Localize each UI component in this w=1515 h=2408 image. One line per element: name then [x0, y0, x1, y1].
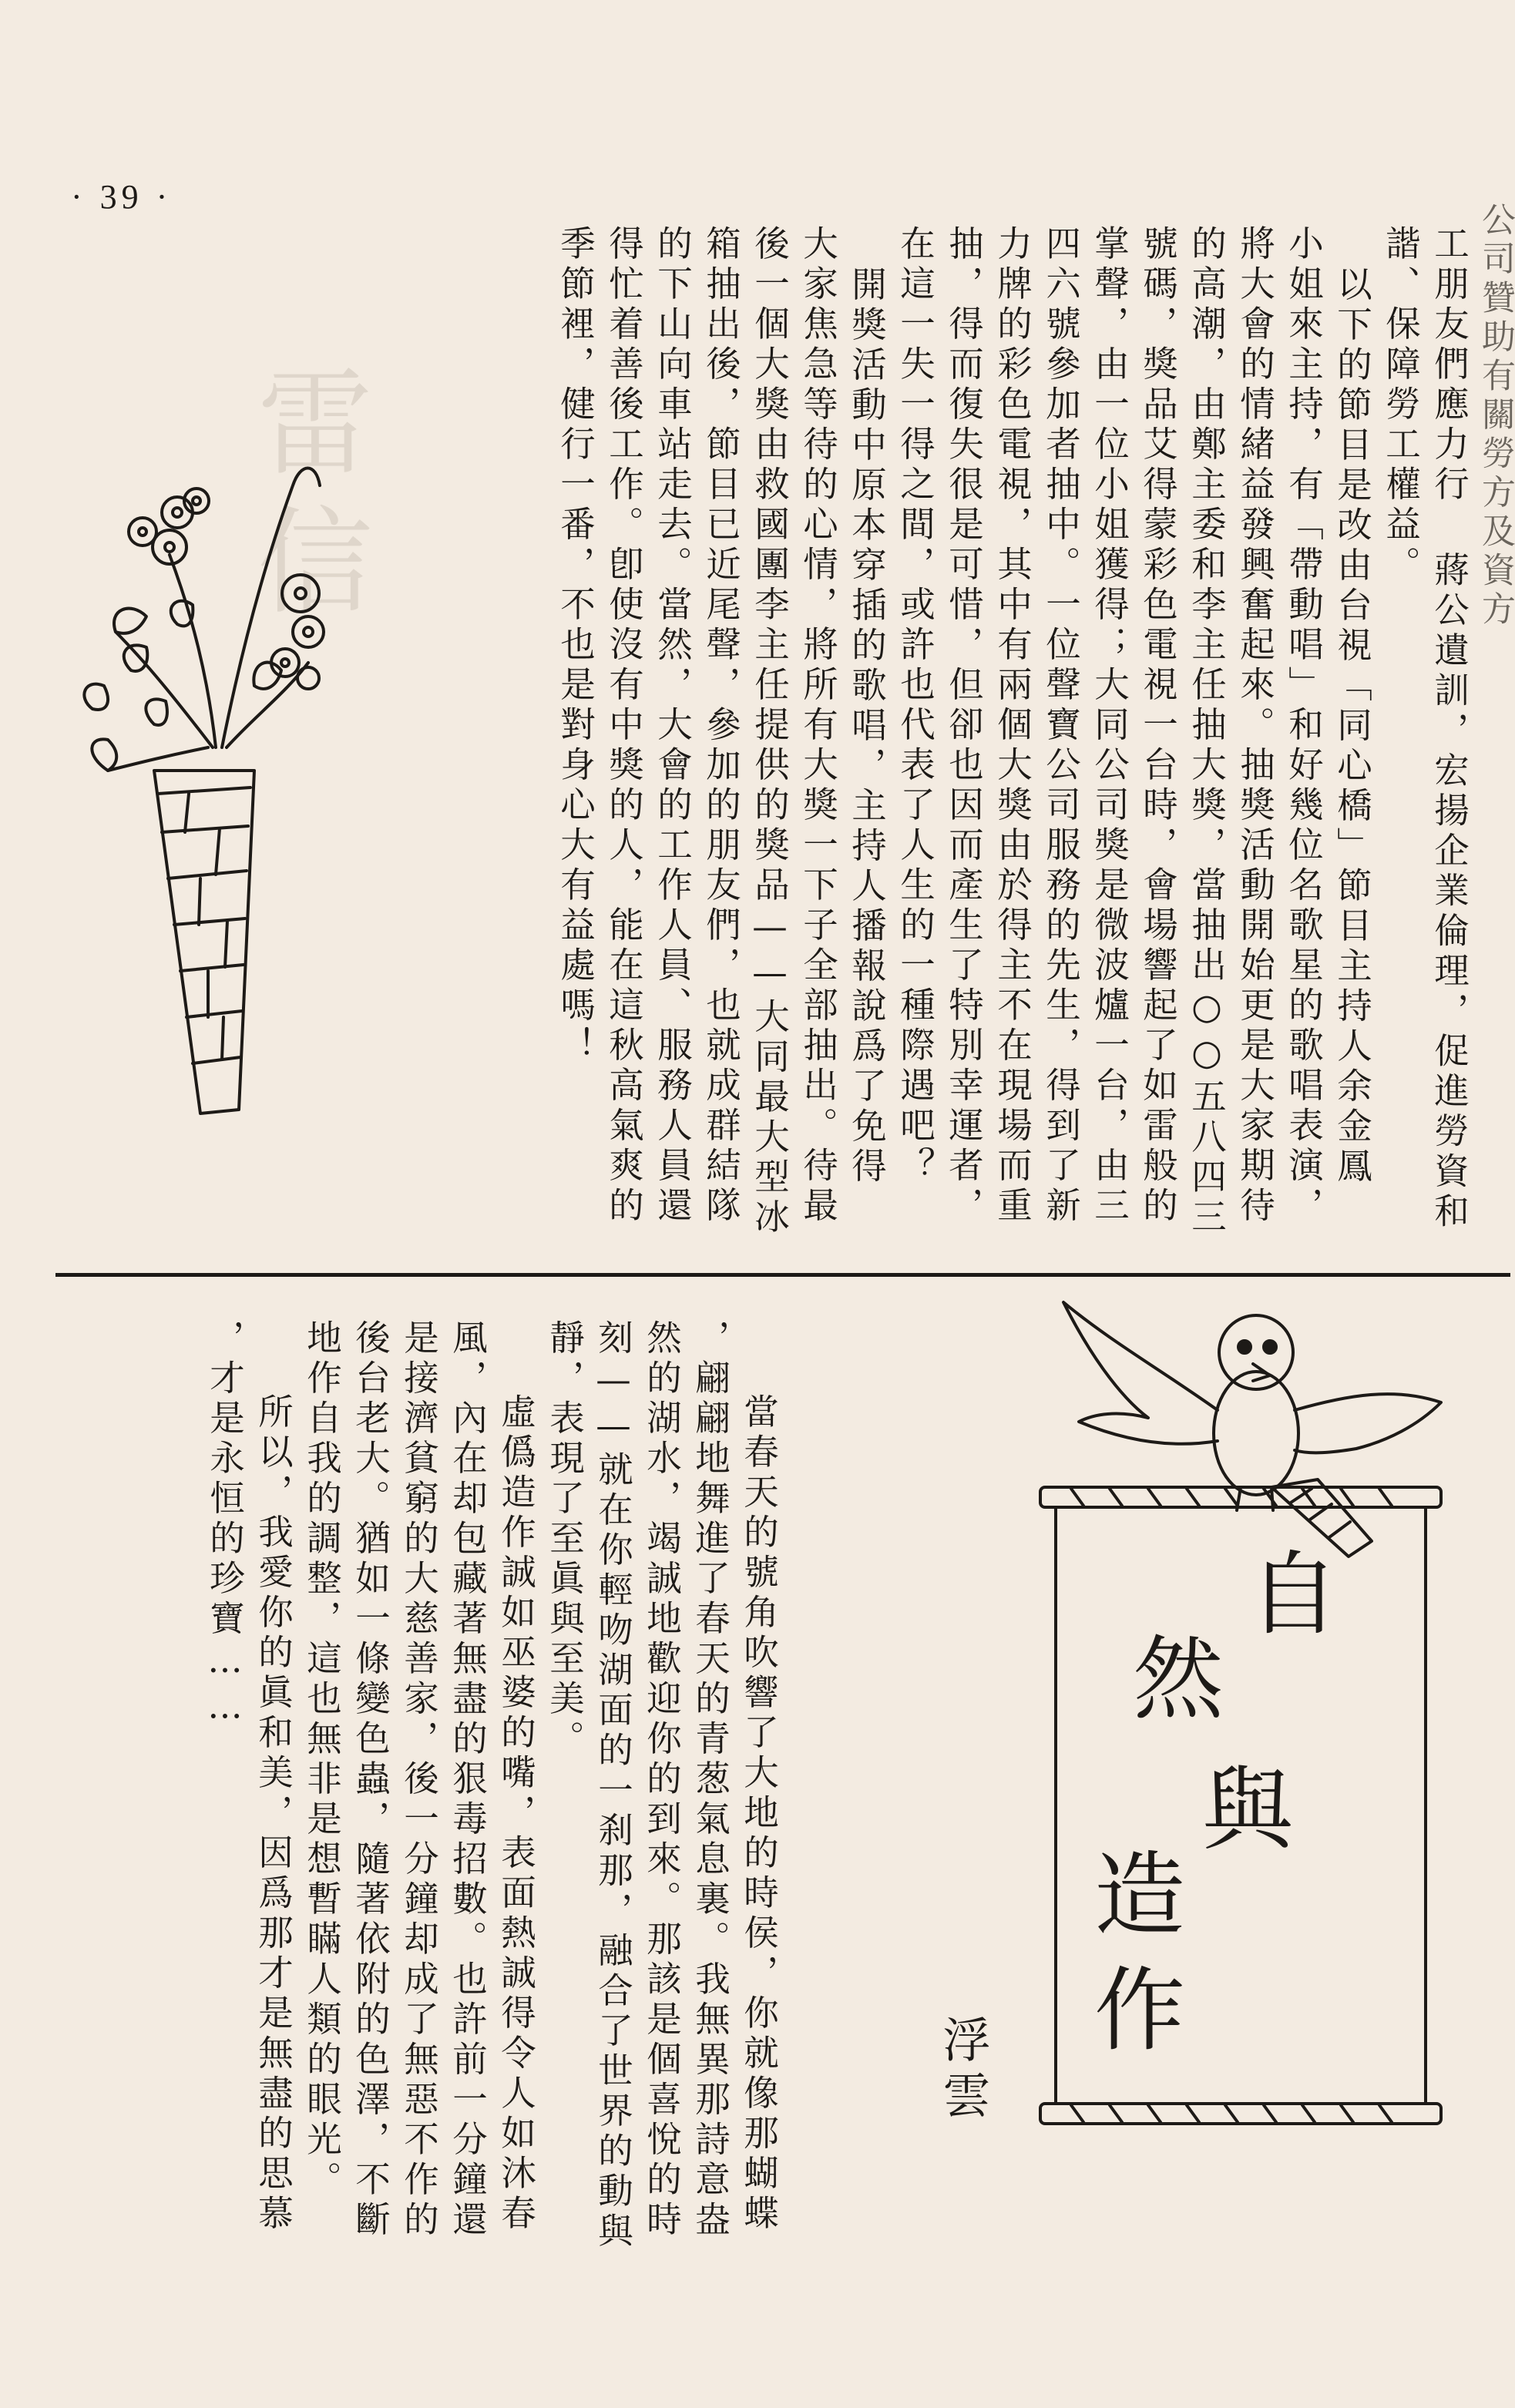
author-name: 浮雲 — [935, 2015, 991, 2126]
text-column: 的高潮，由鄭主委和李主任抽大獎，當抽出○○五八四三 — [1186, 225, 1228, 1238]
text-column: 的下山向車站走去。當然，大會的工作人員、服務人員還 — [652, 225, 694, 1227]
text-column: 所以，我愛你的眞和美，因爲那才是無盡的思慕 — [253, 1393, 294, 2235]
text-column: 大家焦急等待的心情，將所有大獎一下子全部抽出。待最 — [798, 225, 839, 1227]
text-column: 掌聲，由一位小姐獲得；大同公司獎是微波爐一台，由三 — [1089, 225, 1130, 1227]
text-column: 虛僞造作誠如巫婆的嘴，表面熱誠得令人如沐春 — [495, 1393, 537, 2235]
text-column: 刻——就在你輕吻湖面的一刹那，融合了世界的動與 — [593, 1319, 634, 2252]
text-column: 力牌的彩色電視，其中有兩個大獎由於得主不在現場而重 — [992, 225, 1033, 1227]
bleed-through-text: 雷信 — [237, 362, 371, 640]
text-column: 地作自我的調整，這也無非是想暫瞞人類的眼光。 — [301, 1319, 343, 2201]
bird-on-scroll-illustration — [1025, 1279, 1456, 2158]
article-title-char: 自 — [1248, 1541, 1340, 1647]
text-column: 以下的節目是改由台視「同心橋」節目主持人余金鳳 — [1332, 266, 1373, 1187]
flower-vase-illustration — [62, 432, 339, 1125]
article-title-char: 然 — [1133, 1626, 1224, 1732]
text-column: 是接濟貧窮的大慈善家，後一分鐘却成了無惡不作的 — [398, 1319, 440, 2241]
text-column: 後一個大獎由救國團李主任提供的獎品——大同最大型冰 — [749, 225, 791, 1238]
text-column: 季節裡，健行一番，不也是對身心大有益處嗎！ — [555, 225, 596, 1066]
article-title-char: 作 — [1094, 1957, 1186, 2064]
text-column: 後台老大。猶如一條變色蟲，隨著依附的色澤，不斷 — [350, 1319, 391, 2241]
text-column: 抽，得而復失很是可惜，但卻也因而產生了特別幸運者， — [943, 225, 985, 1227]
text-column: 靜，表現了至眞與至美。 — [544, 1319, 586, 1760]
text-column: ，翩翩地舞進了春天的青葱氣息裏。我無異那詩意盎 — [690, 1319, 731, 2241]
text-column: 當春天的號角吹響了大地的時侯，你就像那蝴蝶 — [738, 1393, 780, 2235]
article-title-char: 與 — [1202, 1757, 1294, 1863]
article-title-char: 造 — [1094, 1842, 1186, 1948]
text-column: 工朋友們應力行 蔣公遺訓，宏揚企業倫理，促進勞資和 — [1429, 225, 1470, 1233]
text-column: 風，內在却包藏著無盡的狠毒招數。也許前一分鐘還 — [447, 1319, 489, 2241]
text-column: 箱抽出後，節目已近尾聲，參加的朋友們，也就成群結隊 — [700, 225, 742, 1227]
text-column: 在這一失一得之間，或許也代表了人生的一種際遇吧？ — [895, 225, 936, 1187]
text-column: 小姐來主持，有「帶動唱」和好幾位名歌星的歌唱表演， — [1283, 225, 1325, 1227]
text-column: 開獎活動中原本穿插的歌唱，主持人播報說爲了免得 — [846, 266, 888, 1187]
text-column: 得忙着善後工作。卽使沒有中獎的人，能在這秋高氣爽的 — [603, 225, 645, 1227]
text-column: 公司贊助有關勞方及資方 — [1476, 202, 1515, 630]
section-divider — [55, 1273, 1510, 1277]
text-column: 然的湖水，竭誠地歡迎你的到來。那該是個喜悅的時 — [641, 1319, 683, 2241]
page-number: · 39 · — [71, 178, 173, 216]
text-column: 諧、保障勞工權益。 — [1380, 225, 1422, 586]
text-column: ，才是永恒的珍寶…… — [204, 1319, 246, 1731]
text-column: 四六號參加者抽中。一位聲寶公司服務的先生，得到了新 — [1040, 225, 1082, 1227]
text-column: 號碼，獎品艾得蒙彩色電視一台時，會場響起了如雷般的 — [1137, 225, 1179, 1227]
text-column: 將大會的情緒益發興奮起來。抽獎活動開始更是大家期待 — [1235, 225, 1276, 1227]
